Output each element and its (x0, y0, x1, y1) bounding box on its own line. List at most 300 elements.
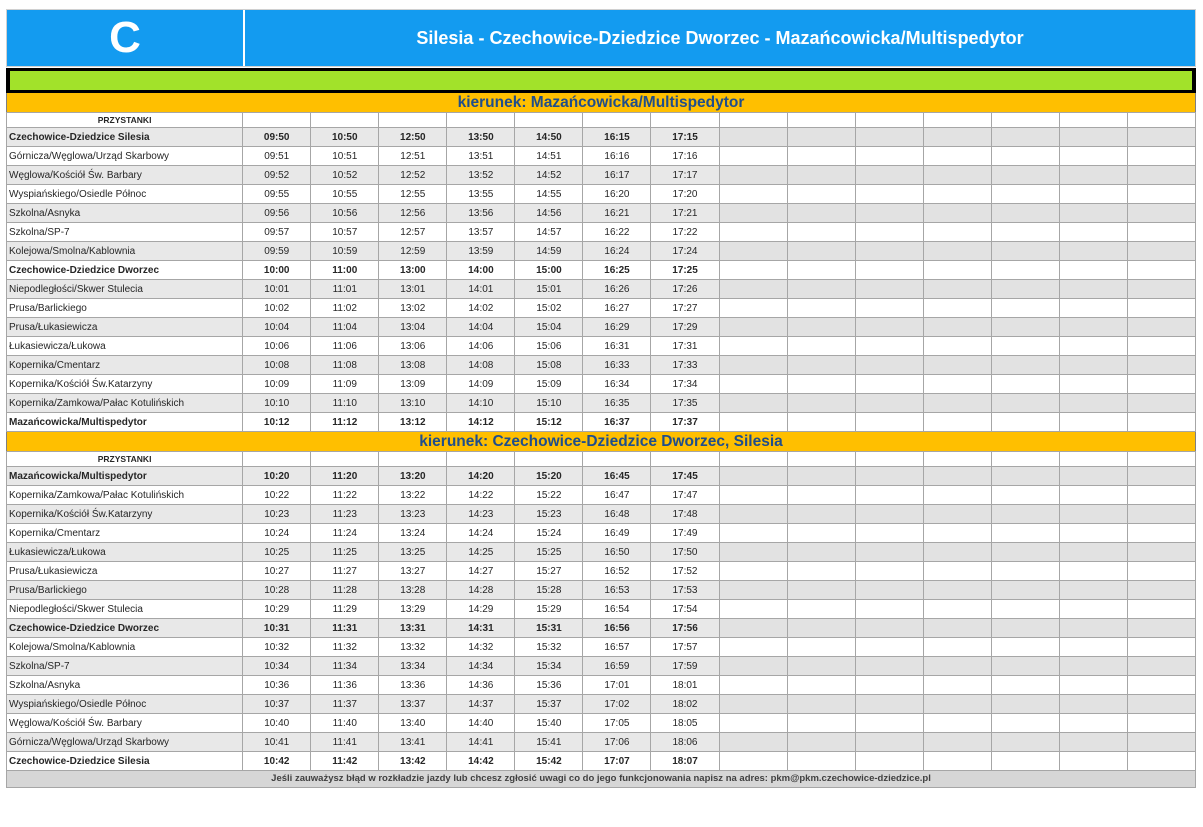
table-row (7, 638, 1196, 657)
empty-header-cell (583, 113, 651, 128)
empty-cell (923, 752, 991, 771)
stop-name: Prusa/Barlickiego (7, 581, 243, 600)
empty-cell (923, 223, 991, 242)
table-row (7, 375, 1196, 394)
departure-time: 15:27 (515, 562, 583, 581)
empty-cell (1059, 676, 1127, 695)
departure-time: 14:59 (515, 242, 583, 261)
empty-cell (1059, 562, 1127, 581)
empty-cell (991, 733, 1059, 752)
empty-cell (719, 752, 787, 771)
table-row (7, 261, 1196, 280)
empty-header-cell (787, 113, 855, 128)
departure-time: 14:37 (447, 695, 515, 714)
departure-time: 10:51 (311, 147, 379, 166)
column-header-row (7, 113, 1196, 128)
empty-cell (719, 695, 787, 714)
empty-cell (923, 657, 991, 676)
empty-cell (1127, 128, 1195, 147)
departure-time: 14:10 (447, 394, 515, 413)
departure-time: 11:00 (311, 261, 379, 280)
departure-time: 12:52 (379, 166, 447, 185)
empty-cell (923, 394, 991, 413)
departure-time: 16:34 (583, 375, 651, 394)
departure-time: 12:59 (379, 242, 447, 261)
empty-cell (1059, 147, 1127, 166)
empty-cell (923, 600, 991, 619)
departure-time: 17:49 (651, 524, 719, 543)
departure-time: 15:12 (515, 413, 583, 432)
departure-time: 16:17 (583, 166, 651, 185)
empty-cell (923, 543, 991, 562)
empty-cell (855, 581, 923, 600)
departure-time: 17:01 (583, 676, 651, 695)
table-row (7, 467, 1196, 486)
departure-time: 17:33 (651, 356, 719, 375)
empty-cell (991, 337, 1059, 356)
empty-cell (855, 223, 923, 242)
empty-cell (1127, 375, 1195, 394)
departure-time: 10:29 (243, 600, 311, 619)
departure-time: 13:22 (379, 486, 447, 505)
empty-header-cell (1059, 452, 1127, 467)
empty-cell (719, 280, 787, 299)
departure-time: 12:50 (379, 128, 447, 147)
table-row (7, 413, 1196, 432)
table-row (7, 733, 1196, 752)
empty-cell (787, 467, 855, 486)
departure-time: 13:10 (379, 394, 447, 413)
empty-cell (923, 562, 991, 581)
stop-name: Górnicza/Węglowa/Urząd Skarbowy (7, 147, 243, 166)
empty-cell (787, 619, 855, 638)
empty-cell (1059, 204, 1127, 223)
empty-cell (787, 562, 855, 581)
table-row (7, 695, 1196, 714)
empty-cell (719, 657, 787, 676)
departure-time: 16:20 (583, 185, 651, 204)
table-row (7, 505, 1196, 524)
empty-header-cell (1059, 113, 1127, 128)
empty-cell (719, 733, 787, 752)
departure-time: 13:12 (379, 413, 447, 432)
departure-time: 17:29 (651, 318, 719, 337)
departure-time: 17:59 (651, 657, 719, 676)
departure-time: 14:12 (447, 413, 515, 432)
empty-cell (787, 318, 855, 337)
departure-time: 11:25 (311, 543, 379, 562)
departure-time: 17:56 (651, 619, 719, 638)
empty-cell (923, 242, 991, 261)
empty-cell (855, 619, 923, 638)
empty-cell (719, 242, 787, 261)
departure-time: 18:07 (651, 752, 719, 771)
departure-time: 11:20 (311, 467, 379, 486)
empty-cell (923, 299, 991, 318)
departure-time: 17:52 (651, 562, 719, 581)
departure-time: 10:36 (243, 676, 311, 695)
table-row (7, 524, 1196, 543)
departure-time: 10:02 (243, 299, 311, 318)
empty-cell (787, 676, 855, 695)
departure-time: 10:08 (243, 356, 311, 375)
empty-cell (1059, 600, 1127, 619)
empty-cell (1127, 147, 1195, 166)
departure-time: 14:27 (447, 562, 515, 581)
empty-cell (923, 356, 991, 375)
departure-time: 10:40 (243, 714, 311, 733)
empty-header-cell (719, 113, 787, 128)
departure-time: 16:22 (583, 223, 651, 242)
empty-cell (855, 695, 923, 714)
empty-cell (1059, 467, 1127, 486)
stops-column-header: PRZYSTANKI (7, 452, 243, 467)
departure-time: 15:40 (515, 714, 583, 733)
table-row (7, 752, 1196, 771)
empty-cell (855, 299, 923, 318)
departure-time: 17:15 (651, 128, 719, 147)
departure-time: 16:33 (583, 356, 651, 375)
empty-cell (991, 524, 1059, 543)
departure-time: 17:57 (651, 638, 719, 657)
departure-time: 16:47 (583, 486, 651, 505)
empty-cell (923, 486, 991, 505)
departure-time: 11:23 (311, 505, 379, 524)
stop-name: Prusa/Łukasiewicza (7, 318, 243, 337)
empty-cell (719, 581, 787, 600)
empty-cell (1127, 223, 1195, 242)
empty-cell (855, 185, 923, 204)
table-row (7, 486, 1196, 505)
empty-cell (855, 676, 923, 695)
departure-time: 15:06 (515, 337, 583, 356)
empty-cell (991, 413, 1059, 432)
empty-cell (1059, 166, 1127, 185)
departure-time: 11:29 (311, 600, 379, 619)
empty-cell (787, 185, 855, 204)
empty-cell (787, 147, 855, 166)
departure-time: 14:40 (447, 714, 515, 733)
empty-header-cell (719, 452, 787, 467)
empty-cell (719, 676, 787, 695)
empty-cell (923, 147, 991, 166)
departure-time: 10:31 (243, 619, 311, 638)
departure-time: 13:42 (379, 752, 447, 771)
table-row (7, 318, 1196, 337)
departure-time: 14:06 (447, 337, 515, 356)
departure-time: 14:24 (447, 524, 515, 543)
empty-cell (719, 261, 787, 280)
departure-time: 10:25 (243, 543, 311, 562)
empty-cell (991, 375, 1059, 394)
empty-cell (1127, 356, 1195, 375)
empty-cell (1127, 695, 1195, 714)
stop-name: Mazańcowicka/Multispedytor (7, 413, 243, 432)
departure-time: 14:36 (447, 676, 515, 695)
table-row (7, 581, 1196, 600)
departure-time: 15:42 (515, 752, 583, 771)
empty-cell (855, 752, 923, 771)
empty-cell (1127, 242, 1195, 261)
stop-name: Kopernika/Zamkowa/Pałac Kotulińskich (7, 394, 243, 413)
empty-cell (991, 695, 1059, 714)
table-row (7, 714, 1196, 733)
empty-cell (1127, 394, 1195, 413)
departure-time: 10:12 (243, 413, 311, 432)
black-separator (6, 68, 1196, 93)
departure-time: 17:35 (651, 394, 719, 413)
table-row (7, 676, 1196, 695)
empty-cell (1127, 714, 1195, 733)
departure-time: 13:29 (379, 600, 447, 619)
empty-cell (787, 733, 855, 752)
departure-time: 14:42 (447, 752, 515, 771)
empty-cell (991, 261, 1059, 280)
empty-cell (855, 562, 923, 581)
empty-cell (991, 562, 1059, 581)
departure-time: 15:22 (515, 486, 583, 505)
departure-time: 15:41 (515, 733, 583, 752)
direction-1-table (6, 112, 1196, 432)
empty-header-cell (311, 113, 379, 128)
empty-cell (855, 394, 923, 413)
empty-cell (1127, 752, 1195, 771)
stop-name: Szkolna/SP-7 (7, 223, 243, 242)
departure-time: 18:02 (651, 695, 719, 714)
empty-header-cell (447, 113, 515, 128)
empty-cell (855, 242, 923, 261)
departure-time: 11:37 (311, 695, 379, 714)
departure-time: 13:59 (447, 242, 515, 261)
departure-time: 11:04 (311, 318, 379, 337)
empty-cell (1127, 543, 1195, 562)
empty-cell (855, 467, 923, 486)
empty-header-cell (515, 113, 583, 128)
stop-name: Kopernika/Kościół Św.Katarzyny (7, 375, 243, 394)
departure-time: 14:09 (447, 375, 515, 394)
departure-time: 10:27 (243, 562, 311, 581)
departure-time: 10:22 (243, 486, 311, 505)
empty-header-cell (243, 113, 311, 128)
empty-cell (719, 147, 787, 166)
direction-2-title: kierunek: Czechowice-Dziedzice Dworzec, Silesia (6, 432, 1196, 451)
departure-time: 10:01 (243, 280, 311, 299)
departure-time: 10:24 (243, 524, 311, 543)
empty-cell (1059, 394, 1127, 413)
empty-cell (991, 166, 1059, 185)
departure-time: 13:24 (379, 524, 447, 543)
empty-cell (787, 128, 855, 147)
empty-cell (719, 128, 787, 147)
empty-cell (1059, 543, 1127, 562)
empty-cell (855, 486, 923, 505)
departure-time: 17:16 (651, 147, 719, 166)
departure-time: 11:27 (311, 562, 379, 581)
empty-cell (1059, 695, 1127, 714)
empty-cell (991, 600, 1059, 619)
empty-cell (855, 166, 923, 185)
departure-time: 17:25 (651, 261, 719, 280)
departure-time: 13:00 (379, 261, 447, 280)
empty-cell (923, 128, 991, 147)
departure-time: 14:08 (447, 356, 515, 375)
stop-name: Szkolna/SP-7 (7, 657, 243, 676)
departure-time: 11:28 (311, 581, 379, 600)
departure-time: 10:57 (311, 223, 379, 242)
empty-cell (991, 204, 1059, 223)
stops-column-header: PRZYSTANKI (7, 113, 243, 128)
empty-cell (855, 600, 923, 619)
departure-time: 14:57 (515, 223, 583, 242)
empty-cell (991, 638, 1059, 657)
empty-cell (991, 242, 1059, 261)
empty-cell (1059, 261, 1127, 280)
departure-time: 09:59 (243, 242, 311, 261)
departure-time: 16:35 (583, 394, 651, 413)
empty-cell (1059, 413, 1127, 432)
empty-cell (1127, 638, 1195, 657)
empty-cell (923, 638, 991, 657)
departure-time: 17:22 (651, 223, 719, 242)
departure-time: 13:23 (379, 505, 447, 524)
departure-time: 15:01 (515, 280, 583, 299)
direction-2-body (7, 452, 1196, 771)
empty-cell (787, 413, 855, 432)
timetable-page (6, 9, 1196, 788)
departure-time: 10:52 (311, 166, 379, 185)
departure-time: 11:31 (311, 619, 379, 638)
departure-time: 13:40 (379, 714, 447, 733)
empty-cell (923, 676, 991, 695)
departure-time: 11:24 (311, 524, 379, 543)
departure-time: 11:01 (311, 280, 379, 299)
departure-time: 14:02 (447, 299, 515, 318)
stop-name: Kolejowa/Smolna/Kablownia (7, 638, 243, 657)
departure-time: 13:55 (447, 185, 515, 204)
empty-cell (719, 356, 787, 375)
departure-time: 11:40 (311, 714, 379, 733)
table-row (7, 299, 1196, 318)
empty-cell (855, 204, 923, 223)
empty-cell (855, 413, 923, 432)
departure-time: 11:41 (311, 733, 379, 752)
departure-time: 17:27 (651, 299, 719, 318)
departure-time: 11:06 (311, 337, 379, 356)
empty-cell (855, 356, 923, 375)
departure-time: 17:20 (651, 185, 719, 204)
departure-time: 10:23 (243, 505, 311, 524)
empty-cell (991, 714, 1059, 733)
empty-cell (1127, 657, 1195, 676)
departure-time: 10:34 (243, 657, 311, 676)
empty-cell (1059, 185, 1127, 204)
empty-cell (1127, 505, 1195, 524)
empty-cell (991, 581, 1059, 600)
departure-time: 13:27 (379, 562, 447, 581)
empty-cell (719, 337, 787, 356)
departure-time: 14:28 (447, 581, 515, 600)
green-bar (10, 71, 1192, 90)
empty-cell (1127, 185, 1195, 204)
empty-header-cell (787, 452, 855, 467)
empty-cell (855, 505, 923, 524)
departure-time: 16:15 (583, 128, 651, 147)
empty-cell (1059, 299, 1127, 318)
stop-name: Czechowice-Dziedzice Silesia (7, 128, 243, 147)
table-row (7, 356, 1196, 375)
empty-cell (991, 280, 1059, 299)
stop-name: Kopernika/Kościół Św.Katarzyny (7, 505, 243, 524)
empty-cell (1127, 413, 1195, 432)
stop-name: Łukasiewicza/Łukowa (7, 543, 243, 562)
table-row (7, 619, 1196, 638)
departure-time: 16:37 (583, 413, 651, 432)
departure-time: 16:57 (583, 638, 651, 657)
empty-cell (991, 543, 1059, 562)
empty-cell (1127, 318, 1195, 337)
empty-cell (719, 619, 787, 638)
table-row (7, 204, 1196, 223)
departure-time: 10:56 (311, 204, 379, 223)
empty-cell (787, 394, 855, 413)
departure-time: 17:53 (651, 581, 719, 600)
departure-time: 17:54 (651, 600, 719, 619)
departure-time: 16:31 (583, 337, 651, 356)
departure-time: 14:52 (515, 166, 583, 185)
empty-cell (719, 375, 787, 394)
empty-cell (719, 204, 787, 223)
empty-cell (1059, 486, 1127, 505)
direction-2-table (6, 451, 1196, 771)
empty-cell (991, 318, 1059, 337)
empty-header-cell (923, 113, 991, 128)
departure-time: 13:56 (447, 204, 515, 223)
empty-cell (719, 486, 787, 505)
departure-time: 17:47 (651, 486, 719, 505)
departure-time: 10:09 (243, 375, 311, 394)
departure-time: 14:00 (447, 261, 515, 280)
departure-time: 11:08 (311, 356, 379, 375)
empty-cell (923, 714, 991, 733)
empty-cell (855, 261, 923, 280)
departure-time: 15:10 (515, 394, 583, 413)
empty-cell (719, 467, 787, 486)
empty-cell (1059, 375, 1127, 394)
empty-cell (923, 524, 991, 543)
empty-header-cell (379, 452, 447, 467)
empty-cell (719, 413, 787, 432)
empty-cell (1059, 280, 1127, 299)
empty-cell (719, 524, 787, 543)
departure-time: 18:05 (651, 714, 719, 733)
empty-cell (1059, 242, 1127, 261)
departure-time: 10:59 (311, 242, 379, 261)
empty-header-cell (1127, 113, 1195, 128)
departure-time: 11:09 (311, 375, 379, 394)
departure-time: 13:08 (379, 356, 447, 375)
empty-cell (923, 467, 991, 486)
empty-cell (719, 714, 787, 733)
stop-name: Niepodległości/Skwer Stulecia (7, 600, 243, 619)
empty-cell (991, 185, 1059, 204)
departure-time: 15:02 (515, 299, 583, 318)
departure-time: 09:50 (243, 128, 311, 147)
departure-time: 14:56 (515, 204, 583, 223)
departure-time: 10:42 (243, 752, 311, 771)
departure-time: 14:29 (447, 600, 515, 619)
departure-time: 14:55 (515, 185, 583, 204)
empty-cell (1059, 318, 1127, 337)
